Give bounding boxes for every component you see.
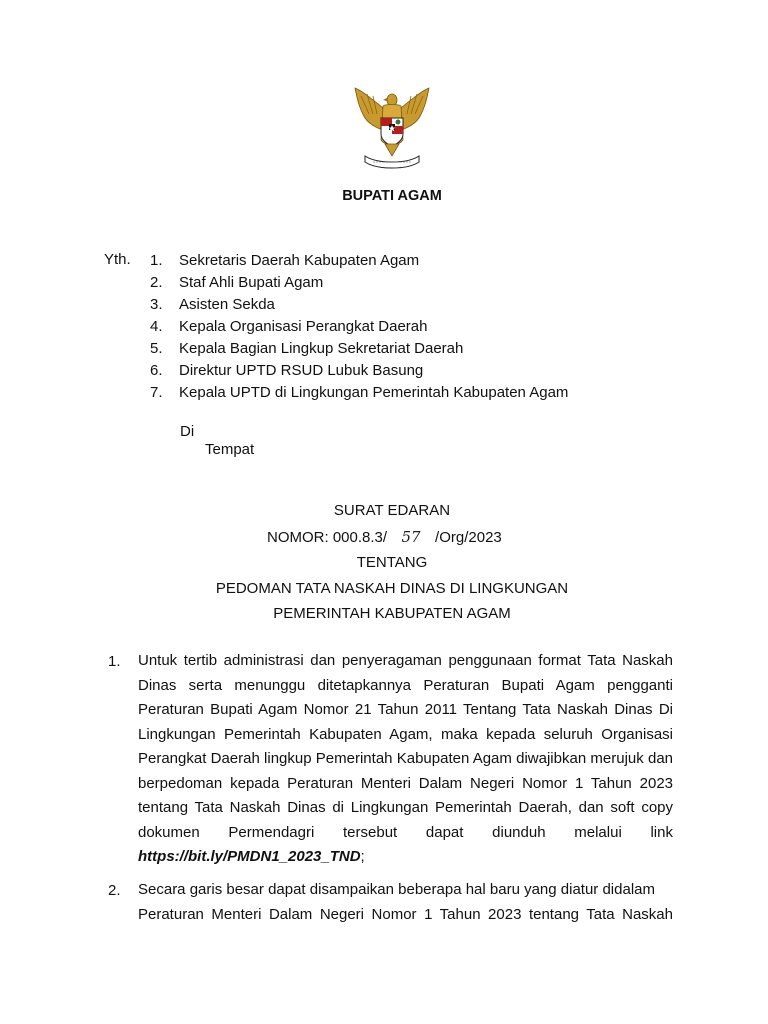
recipients-list bbox=[150, 251, 568, 405]
list-item-text: Direktur UPTD RSUD Lubuk Basung bbox=[179, 362, 424, 379]
list-item-number: 5. bbox=[150, 340, 163, 357]
office-title: BUPATI AGAM bbox=[342, 188, 442, 204]
list-item bbox=[150, 361, 568, 383]
garuda-pancasila-emblem-icon bbox=[347, 84, 437, 174]
paragraph-2-number: 2. bbox=[108, 882, 121, 899]
list-item bbox=[150, 295, 568, 317]
list-item-text: Kepala UPTD di Lingkungan Pemerintah Kabupaten Agam bbox=[179, 384, 569, 401]
document-number-suffix: /Org/2023 bbox=[435, 529, 502, 546]
list-item-number: 3. bbox=[150, 296, 163, 313]
list-item bbox=[150, 339, 568, 361]
list-item bbox=[150, 251, 568, 273]
list-item-text: Staf Ahli Bupati Agam bbox=[179, 274, 324, 291]
tentang-label: TENTANG bbox=[356, 554, 428, 571]
handwritten-number: 57 bbox=[401, 528, 421, 546]
paragraph-1 bbox=[138, 649, 673, 870]
list-item-number: 6. bbox=[150, 362, 163, 379]
address-tempat: Tempat bbox=[205, 441, 255, 458]
document-type: SURAT EDARAN bbox=[333, 502, 451, 519]
list-item-text: Kepala Bagian Lingkup Sekretariat Daerah bbox=[179, 340, 464, 357]
list-item bbox=[150, 273, 568, 295]
download-link[interactable]: https://bit.ly/PMDN1_2023_TND bbox=[138, 848, 361, 865]
list-item-number: 1. bbox=[150, 252, 163, 269]
document-number bbox=[267, 528, 502, 546]
list-item-number: 7. bbox=[150, 384, 163, 401]
recipients-label: Yth. bbox=[104, 251, 131, 268]
list-item bbox=[150, 317, 568, 339]
list-item-text: Asisten Sekda bbox=[179, 296, 275, 313]
address-di: Di bbox=[180, 423, 195, 440]
paragraph-2-line-1: Secara garis besar dapat disampaikan beberapa hal baru yang diatur didalam bbox=[138, 881, 655, 898]
list-item-number: 4. bbox=[150, 318, 163, 335]
paragraph-1-number: 1. bbox=[108, 653, 121, 670]
document-number-prefix: NOMOR: 000.8.3/ bbox=[267, 529, 388, 546]
subject-line-2: PEMERINTAH KABUPATEN AGAM bbox=[273, 605, 511, 622]
subject-line-1: PEDOMAN TATA NASKAH DINAS DI LINGKUNGAN bbox=[215, 580, 569, 597]
paragraph-1-end: ; bbox=[360, 848, 365, 865]
list-item-text: Kepala Organisasi Perangkat Daerah bbox=[179, 318, 428, 335]
paragraph-1-text: Untuk tertib administrasi dan penyeragaman penggunaan format Tata Naskah Dinas serta menunggu ditetapkannya Peraturan Bupati Agam pengganti Peraturan Bupati Agam Nomor 21 Tahun 2011 Tentang Tata Naskah Dinas Di Lingkungan Pemerintah Kabupaten Agam, maka kepada seluruh Organisasi Perangkat Daerah lingkup Pemerintah Kabupaten Agam diwajibkan merujuk dan berpedoman kepada Peraturan Menteri Dalam Negeri Nomor 1 Tahun 2023 tentang Tata Naskah Dinas di Lingkungan Pemerintah Daerah, dan soft copy dokumen Permendagri tersebut dapat diunduh melalui link bbox=[138, 652, 673, 841]
list-item-text: Sekretaris Daerah Kabupaten Agam bbox=[179, 252, 420, 269]
paragraph-2-line-2: Peraturan Menteri Dalam Negeri Nomor 1 Tahun 2023 tentang Tata Naskah bbox=[138, 906, 673, 923]
list-item-number: 2. bbox=[150, 274, 163, 291]
list-item bbox=[150, 383, 568, 405]
